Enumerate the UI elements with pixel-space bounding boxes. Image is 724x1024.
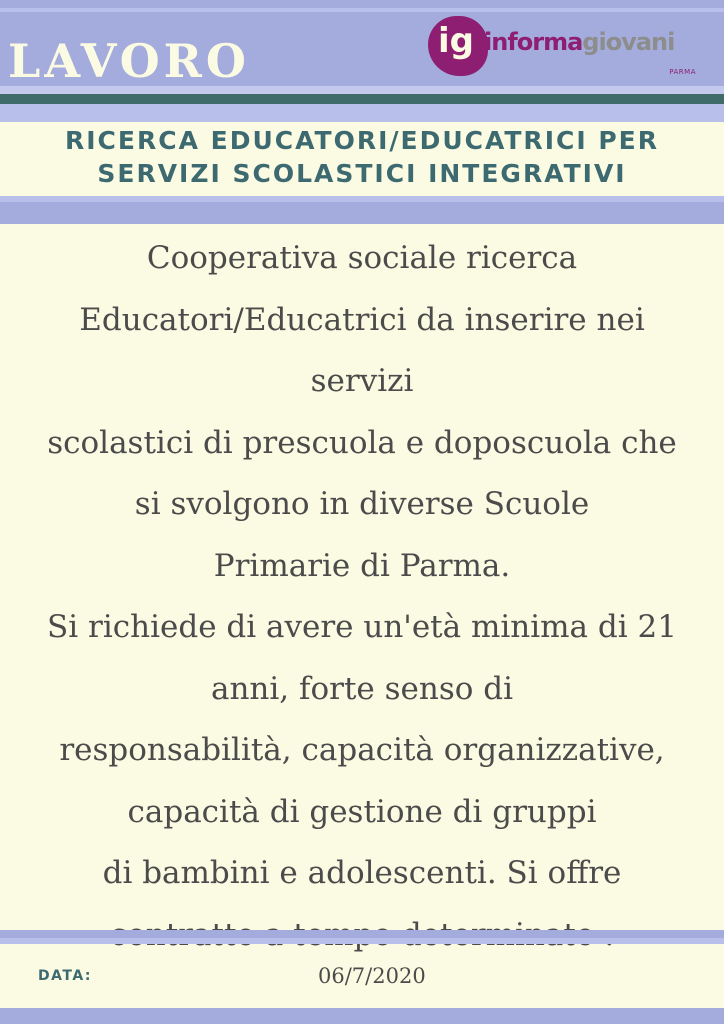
description-line: Si richiede di avere un'età minima di 21	[47, 609, 677, 645]
header-band	[0, 0, 724, 94]
footer-band	[0, 1008, 724, 1024]
footer-divider-top	[0, 930, 724, 938]
description-line: servizi	[310, 363, 414, 399]
divider-lavender	[0, 104, 724, 122]
job-title-line-1: RICERCA EDUCATORI/EDUCATRICI PER	[65, 126, 659, 155]
description-line: Cooperativa sociale ricerca	[146, 240, 578, 276]
description-line: Primarie di Parma.	[213, 547, 511, 584]
category-title: LAVORO	[8, 34, 250, 88]
job-title	[0, 124, 724, 190]
logo-wordmark-part2: giovani	[582, 28, 675, 56]
date-label: DATA:	[38, 968, 93, 984]
logo-wordmark	[484, 30, 674, 54]
logo-mark-text: ig	[438, 21, 474, 61]
informagiovani-logo	[428, 16, 700, 80]
footer-divider-light	[0, 938, 724, 944]
description-line: si svolgono in diverse Scuole	[134, 486, 590, 522]
logo-city: PARMA	[669, 68, 696, 76]
description-line: scolastici di prescuola e doposcuola che	[47, 424, 677, 461]
job-title-line-2: SERVIZI SCOLASTICI INTEGRATIVI	[97, 159, 627, 188]
date-value: 06/7/2020	[318, 964, 426, 988]
job-description	[10, 228, 714, 966]
logo-wordmark-part1: informa	[484, 28, 583, 56]
description-line: anni, forte senso di	[210, 670, 514, 707]
description-line: responsabilità, capacità organizzative,	[59, 732, 665, 768]
divider-band	[0, 202, 724, 224]
description-line: Educatori/Educatrici da inserire nei	[79, 301, 645, 338]
divider-dark	[0, 94, 724, 104]
description-line: di bambini e adolescenti. Si offre	[102, 855, 622, 891]
logo-mark-icon	[428, 16, 488, 76]
description-line: capacità di gestione di gruppi	[127, 793, 597, 830]
